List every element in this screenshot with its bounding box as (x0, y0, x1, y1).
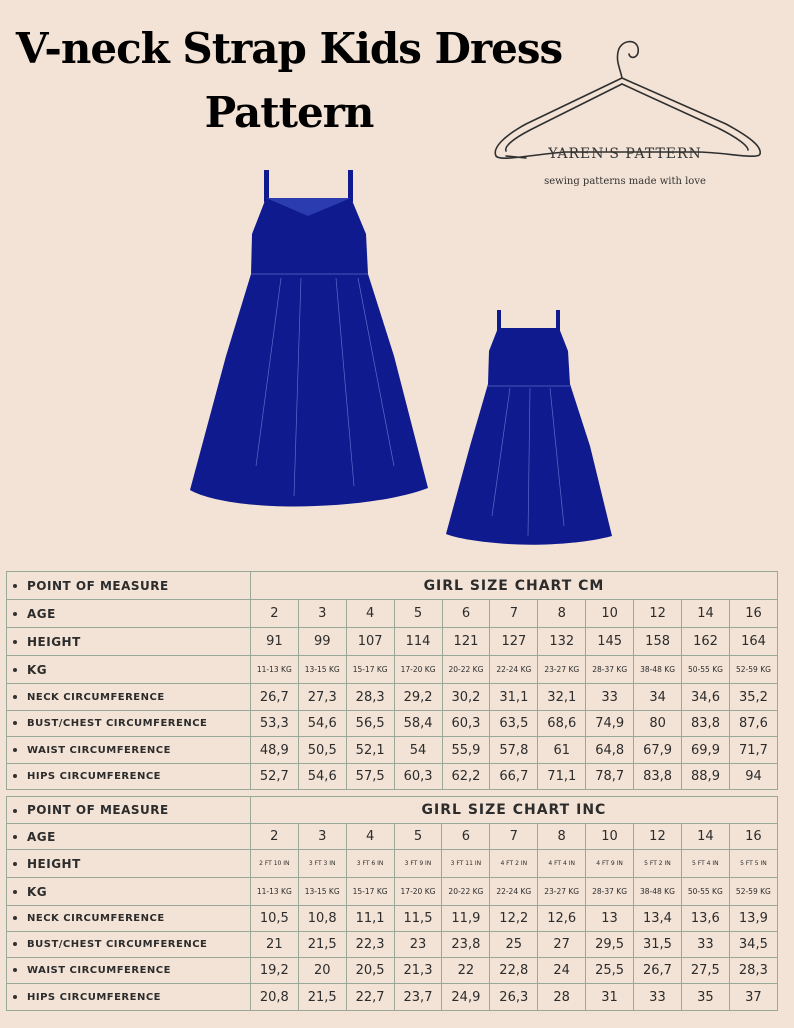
value-cell: 62,2 (442, 764, 490, 790)
bullet-icon (13, 916, 17, 920)
row-label: AGE (27, 606, 56, 621)
value-cell: 4 FT 2 IN (490, 850, 538, 878)
bullet-icon (13, 862, 17, 866)
value-cell: 13-15 KG (298, 878, 346, 906)
value-cell: 91 (250, 628, 298, 656)
value-cell: 22,7 (346, 984, 394, 1011)
value-cell: 3 FT 11 IN (442, 850, 490, 878)
value-cell: 11,5 (394, 906, 442, 932)
table-row (7, 656, 778, 684)
value-cell: 21,5 (298, 984, 346, 1011)
row-label: KG (27, 884, 48, 899)
value-cell: 24,9 (442, 984, 490, 1011)
value-cell: 22,8 (490, 958, 538, 984)
value-cell: 71,7 (729, 737, 777, 764)
brand-tagline: sewing patterns made with love (544, 176, 706, 187)
value-cell: 6 (442, 600, 490, 628)
table-row (7, 600, 778, 628)
value-cell: 23-27 KG (538, 656, 586, 684)
value-cell: 50-55 KG (681, 878, 729, 906)
value-cell: 23 (394, 932, 442, 958)
table-row (7, 711, 778, 737)
row-label: BUST/CHEST CIRCUMFERENCE (27, 718, 208, 729)
value-cell: 14 (682, 600, 730, 628)
value-cell: 21 (250, 932, 298, 958)
value-cell: 20 (298, 958, 346, 984)
value-cell: 71,1 (538, 764, 586, 790)
value-cell: 69,9 (682, 737, 730, 764)
value-cell: 26,7 (634, 958, 682, 984)
value-cell: 74,9 (586, 711, 634, 737)
value-cell: 132 (538, 628, 586, 656)
value-cell: 57,5 (346, 764, 394, 790)
table-row (7, 932, 778, 958)
table-row (7, 684, 778, 711)
value-cell: 3 FT 6 IN (346, 850, 394, 878)
value-cell: 3 (298, 824, 346, 850)
chart-header-label (7, 572, 251, 600)
value-cell: 13-15 KG (298, 656, 346, 684)
value-cell: 54,6 (298, 711, 346, 737)
value-cell: 25,5 (586, 958, 634, 984)
value-cell: 52-59 KG (729, 878, 777, 906)
value-cell: 80 (634, 711, 682, 737)
row-label-cell (7, 984, 251, 1011)
value-cell: 27,3 (298, 684, 346, 711)
chart-header-row (7, 797, 778, 824)
value-cell: 25 (490, 932, 538, 958)
chart-title: GIRL SIZE CHART CM (250, 572, 777, 600)
value-cell: 38-48 KG (634, 656, 682, 684)
value-cell: 20-22 KG (442, 656, 490, 684)
value-cell: 64,8 (586, 737, 634, 764)
value-cell: 13,6 (681, 906, 729, 932)
value-cell: 10 (586, 824, 634, 850)
value-cell: 22,3 (346, 932, 394, 958)
value-cell: 22-24 KG (490, 656, 538, 684)
bullet-icon (13, 668, 17, 672)
value-cell: 55,9 (442, 737, 490, 764)
value-cell: 17-20 KG (394, 656, 442, 684)
value-cell: 5 (394, 824, 442, 850)
value-cell: 28 (538, 984, 586, 1011)
point-of-measure-label: POINT OF MEASURE (27, 803, 169, 817)
value-cell: 33 (586, 684, 634, 711)
bullet-icon (13, 640, 17, 644)
row-label-cell (7, 737, 251, 764)
value-cell: 88,9 (682, 764, 730, 790)
value-cell: 30,2 (442, 684, 490, 711)
row-label-cell (7, 850, 251, 878)
value-cell: 162 (682, 628, 730, 656)
bullet-icon (13, 942, 17, 946)
row-label-cell (7, 711, 251, 737)
row-label: HEIGHT (27, 634, 81, 649)
value-cell: 10 (586, 600, 634, 628)
value-cell: 34,6 (682, 684, 730, 711)
value-cell: 12 (634, 600, 682, 628)
value-cell: 34,5 (729, 932, 777, 958)
bullet-icon (13, 809, 17, 813)
table-row (7, 958, 778, 984)
value-cell: 19,2 (250, 958, 298, 984)
table-row (7, 628, 778, 656)
page-title-line-2: Pattern (204, 88, 374, 137)
value-cell: 15-17 KG (346, 878, 394, 906)
value-cell: 53,3 (250, 711, 298, 737)
bullet-icon (13, 968, 17, 972)
value-cell: 48,9 (250, 737, 298, 764)
value-cell: 29,2 (394, 684, 442, 711)
value-cell: 15-17 KG (346, 656, 394, 684)
row-label-cell (7, 932, 251, 958)
value-cell: 127 (490, 628, 538, 656)
value-cell: 21,5 (298, 932, 346, 958)
table-row (7, 737, 778, 764)
value-cell: 22-24 KG (490, 878, 538, 906)
value-cell: 34 (634, 684, 682, 711)
bullet-icon (13, 835, 17, 839)
value-cell: 4 (346, 600, 394, 628)
value-cell: 58,4 (394, 711, 442, 737)
value-cell: 27 (538, 932, 586, 958)
row-label: AGE (27, 829, 56, 844)
brand-name: YAREN'S PATTERN (548, 146, 702, 162)
value-cell: 145 (586, 628, 634, 656)
size-chart-cm (6, 571, 778, 790)
large-dress-illustration (186, 166, 436, 511)
value-cell: 158 (634, 628, 682, 656)
row-label: HIPS CIRCUMFERENCE (27, 771, 162, 782)
table-row (7, 906, 778, 932)
value-cell: 87,6 (729, 711, 777, 737)
value-cell: 52,7 (250, 764, 298, 790)
value-cell: 107 (346, 628, 394, 656)
bullet-icon (13, 612, 17, 616)
value-cell: 2 (250, 824, 298, 850)
value-cell: 3 FT 3 IN (298, 850, 346, 878)
chart-header-row (7, 572, 778, 600)
value-cell: 7 (490, 600, 538, 628)
value-cell: 50-55 KG (682, 656, 730, 684)
value-cell: 11,1 (346, 906, 394, 932)
bullet-icon (13, 995, 17, 999)
value-cell: 27,5 (681, 958, 729, 984)
value-cell: 83,8 (634, 764, 682, 790)
row-label: BUST/CHEST CIRCUMFERENCE (27, 939, 208, 950)
row-label: HEIGHT (27, 856, 81, 871)
value-cell: 28,3 (729, 958, 777, 984)
value-cell: 5 FT 4 IN (681, 850, 729, 878)
value-cell: 17-20 KG (394, 878, 442, 906)
value-cell: 114 (394, 628, 442, 656)
value-cell: 11-13 KG (250, 878, 298, 906)
bullet-icon (13, 774, 17, 778)
value-cell: 7 (490, 824, 538, 850)
value-cell: 10,8 (298, 906, 346, 932)
value-cell: 56,5 (346, 711, 394, 737)
row-label-cell (7, 824, 251, 850)
value-cell: 50,5 (298, 737, 346, 764)
value-cell: 29,5 (586, 932, 634, 958)
value-cell: 33 (634, 984, 682, 1011)
table-row (7, 878, 778, 906)
value-cell: 54,6 (298, 764, 346, 790)
value-cell: 99 (298, 628, 346, 656)
row-label: NECK CIRCUMFERENCE (27, 913, 165, 924)
value-cell: 52,1 (346, 737, 394, 764)
value-cell: 21,3 (394, 958, 442, 984)
value-cell: 13,4 (634, 906, 682, 932)
value-cell: 33 (681, 932, 729, 958)
size-chart-inc (6, 796, 778, 1011)
value-cell: 22 (442, 958, 490, 984)
chart-header-label (7, 797, 251, 824)
value-cell: 10,5 (250, 906, 298, 932)
row-label-cell (7, 764, 251, 790)
value-cell: 26,7 (250, 684, 298, 711)
value-cell: 4 FT 9 IN (586, 850, 634, 878)
row-label: KG (27, 662, 48, 677)
table-row (7, 850, 778, 878)
value-cell: 12 (634, 824, 682, 850)
bullet-icon (13, 748, 17, 752)
row-label-cell (7, 656, 251, 684)
value-cell: 60,3 (442, 711, 490, 737)
point-of-measure-label: POINT OF MEASURE (27, 578, 169, 593)
value-cell: 5 (394, 600, 442, 628)
value-cell: 11,9 (442, 906, 490, 932)
row-label: WAIST CIRCUMFERENCE (27, 744, 171, 756)
page-title: V-neck Strap Kids Dress (15, 24, 563, 73)
value-cell: 66,7 (490, 764, 538, 790)
value-cell: 2 (250, 600, 298, 628)
value-cell: 121 (442, 628, 490, 656)
row-label-cell (7, 684, 251, 711)
row-label-cell (7, 958, 251, 984)
value-cell: 12,6 (538, 906, 586, 932)
value-cell: 23,8 (442, 932, 490, 958)
bullet-icon (13, 584, 17, 588)
value-cell: 60,3 (394, 764, 442, 790)
value-cell: 28-37 KG (586, 878, 634, 906)
value-cell: 16 (729, 600, 777, 628)
row-label-cell (7, 906, 251, 932)
value-cell: 35 (681, 984, 729, 1011)
value-cell: 12,2 (490, 906, 538, 932)
value-cell: 52-59 KG (729, 656, 777, 684)
value-cell: 11-13 KG (250, 656, 298, 684)
value-cell: 31,5 (634, 932, 682, 958)
value-cell: 20,5 (346, 958, 394, 984)
value-cell: 20-22 KG (442, 878, 490, 906)
value-cell: 6 (442, 824, 490, 850)
value-cell: 28-37 KG (586, 656, 634, 684)
value-cell: 14 (681, 824, 729, 850)
value-cell: 31,1 (490, 684, 538, 711)
row-label-cell (7, 600, 251, 628)
value-cell: 32,1 (538, 684, 586, 711)
value-cell: 68,6 (538, 711, 586, 737)
value-cell: 54 (394, 737, 442, 764)
value-cell: 57,8 (490, 737, 538, 764)
table-row (7, 824, 778, 850)
chart-title: GIRL SIZE CHART INC (250, 797, 777, 824)
value-cell: 8 (538, 824, 586, 850)
value-cell: 63,5 (490, 711, 538, 737)
value-cell: 23-27 KG (538, 878, 586, 906)
value-cell: 94 (729, 764, 777, 790)
value-cell: 23,7 (394, 984, 442, 1011)
value-cell: 78,7 (586, 764, 634, 790)
value-cell: 5 FT 2 IN (634, 850, 682, 878)
bullet-icon (13, 695, 17, 699)
value-cell: 8 (538, 600, 586, 628)
row-label-cell (7, 628, 251, 656)
value-cell: 4 FT 4 IN (538, 850, 586, 878)
row-label-cell (7, 878, 251, 906)
value-cell: 164 (729, 628, 777, 656)
bullet-icon (13, 890, 17, 894)
value-cell: 61 (538, 737, 586, 764)
table-row (7, 764, 778, 790)
value-cell: 13 (586, 906, 634, 932)
value-cell: 28,3 (346, 684, 394, 711)
row-label: WAIST CIRCUMFERENCE (27, 965, 171, 976)
value-cell: 5 FT 5 IN (729, 850, 777, 878)
value-cell: 2 FT 10 IN (250, 850, 298, 878)
small-dress-illustration (442, 306, 617, 546)
value-cell: 20,8 (250, 984, 298, 1011)
value-cell: 35,2 (729, 684, 777, 711)
value-cell: 37 (729, 984, 777, 1011)
value-cell: 24 (538, 958, 586, 984)
row-label: HIPS CIRCUMFERENCE (27, 991, 162, 1003)
table-row (7, 984, 778, 1011)
value-cell: 67,9 (634, 737, 682, 764)
value-cell: 31 (586, 984, 634, 1011)
value-cell: 3 (298, 600, 346, 628)
value-cell: 13,9 (729, 906, 777, 932)
value-cell: 83,8 (682, 711, 730, 737)
value-cell: 3 FT 9 IN (394, 850, 442, 878)
value-cell: 16 (729, 824, 777, 850)
value-cell: 4 (346, 824, 394, 850)
value-cell: 38-48 KG (634, 878, 682, 906)
row-label: NECK CIRCUMFERENCE (27, 691, 165, 703)
bullet-icon (13, 721, 17, 725)
value-cell: 26,3 (490, 984, 538, 1011)
